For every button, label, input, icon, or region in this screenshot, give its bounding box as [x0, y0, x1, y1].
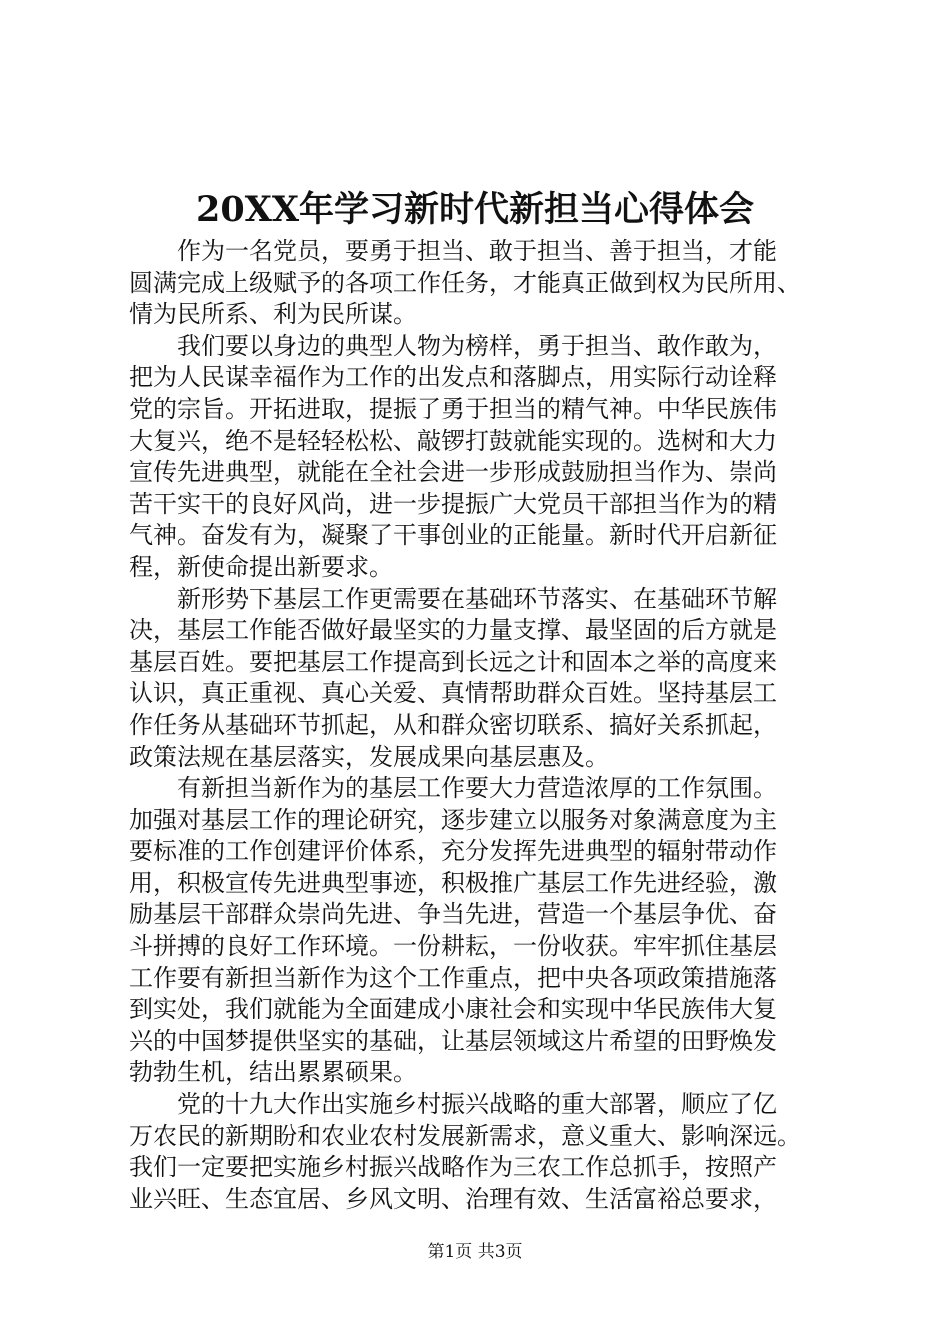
paragraph: [129, 236, 829, 331]
text-line: 决，基层工作能否做好最坚实的力量支撑、最坚固的后方就是: [129, 616, 777, 645]
text-line: 我们一定要把实施乡村振兴战略作为三农工作总抓手，按照产: [129, 1153, 777, 1182]
text-line: 党的宗旨。开拓进取，提振了勇于担当的精气神。中华民族伟: [129, 394, 777, 423]
document-body: [129, 236, 829, 1215]
text-line: 万农民的新期盼和农业农村发展新需求，意义重大、影响深远。: [129, 1121, 801, 1150]
text-line: 作任务从基础环节抓起，从和群众密切联系、搞好关系抓起，: [129, 710, 777, 739]
text-line: 用，积极宣传先进典型事迹，积极推广基层工作先进经验，激: [129, 868, 777, 897]
text-line: 加强对基层工作的理论研究，逐步建立以服务对象满意度为主: [129, 805, 777, 834]
paragraph: [129, 584, 829, 774]
paragraph: [129, 773, 829, 1089]
text-line: 气神。奋发有为，凝聚了干事创业的正能量。新时代开启新征: [129, 521, 777, 550]
page-footer: 第1页 共3页: [427, 1242, 523, 1262]
text-line: 斗拼搏的良好工作环境。一份耕耘，一份收获。牢牢抓住基层: [129, 932, 777, 961]
text-line: 把为人民谋幸福作为工作的出发点和落脚点，用实际行动诠释: [129, 363, 777, 392]
paragraph: [129, 1089, 829, 1215]
text-line: 情为民所系、利为民所谋。: [129, 300, 417, 329]
text-line: 我们要以身边的典型人物为榜样，勇于担当、敢作敢为，: [129, 331, 777, 360]
text-line: 业兴旺、生态宜居、乡风文明、治理有效、生活富裕总要求，: [129, 1184, 777, 1213]
text-line: 基层百姓。要把基层工作提高到长远之计和固本之举的高度来: [129, 647, 777, 676]
text-line: 励基层干部群众崇尚先进、争当先进，营造一个基层争优、奋: [129, 900, 777, 929]
text-line: 圆满完成上级赋予的各项工作任务，才能真正做到权为民所用、: [129, 268, 801, 297]
text-line: 大复兴，绝不是轻轻松松、敲锣打鼓就能实现的。选树和大力: [129, 426, 777, 455]
text-line: 作为一名党员，要勇于担当、敢于担当、善于担当，才能: [129, 237, 777, 265]
text-line: 党的十九大作出实施乡村振兴战略的重大部署，顺应了亿: [129, 1090, 777, 1119]
text-line: 有新担当新作为的基层工作要大力营造浓厚的工作氛围。: [129, 774, 777, 803]
text-line: 兴的中国梦提供坚实的基础，让基层领域这片希望的田野焕发: [129, 1026, 777, 1055]
text-line: 程，新使命提出新要求。: [129, 552, 393, 581]
text-line: 苦干实干的良好风尚，进一步提振广大党员干部担当作为的精: [129, 489, 777, 518]
text-line: 政策法规在基层落实，发展成果向基层惠及。: [129, 742, 609, 771]
document-title: 20XX年学习新时代新担当心得体会: [195, 189, 755, 230]
text-line: 新形势下基层工作更需要在基础环节落实、在基础环节解: [129, 584, 777, 613]
text-line: 宣传先进典型，就能在全社会进一步形成鼓励担当作为、崇尚: [129, 458, 777, 487]
text-line: 勃勃生机，结出累累硕果。: [129, 1058, 417, 1087]
text-line: 工作要有新担当新作为这个工作重点，把中央各项政策措施落: [129, 963, 777, 992]
text-line: 到实处，我们就能为全面建成小康社会和实现中华民族伟大复: [129, 995, 777, 1024]
text-line: 要标准的工作创建评价体系，充分发挥先进典型的辐射带动作: [129, 837, 777, 866]
paragraph: [129, 331, 829, 584]
text-line: 认识，真正重视、真心关爱、真情帮助群众百姓。坚持基层工: [129, 679, 777, 708]
